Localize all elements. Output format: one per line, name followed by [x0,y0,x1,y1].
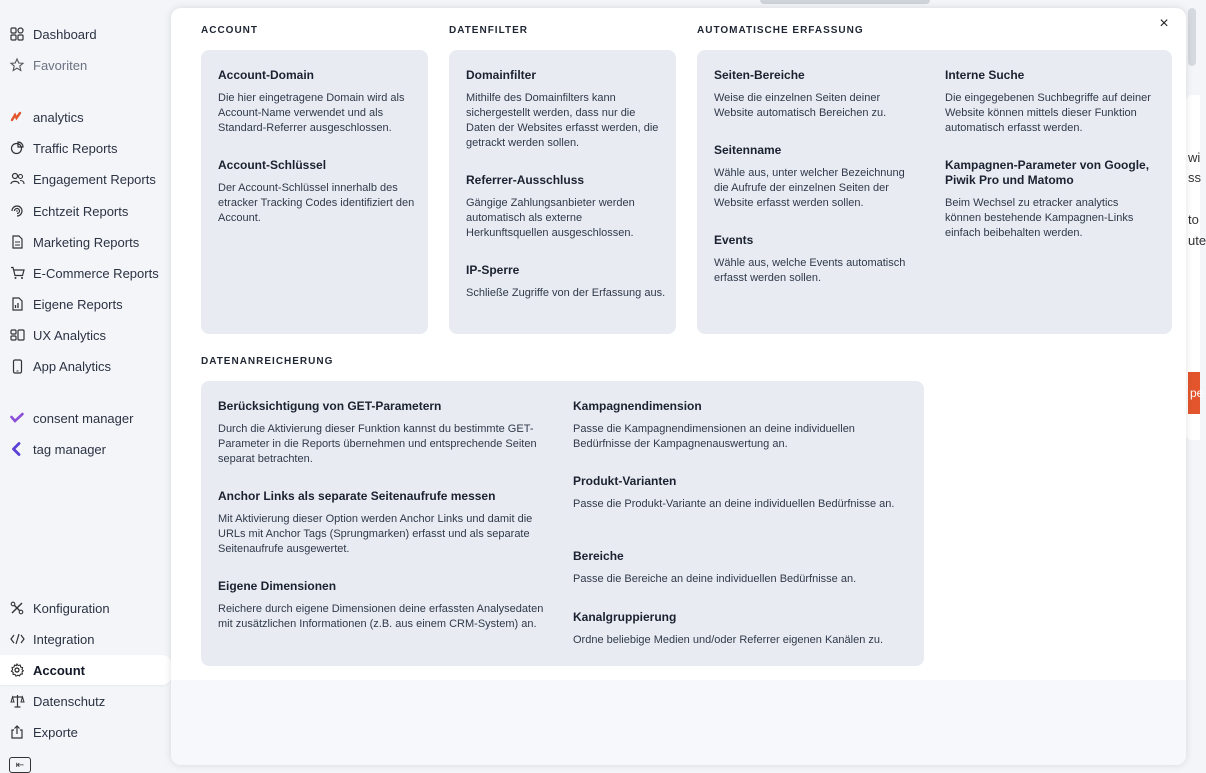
background-orange-button[interactable] [1188,372,1204,414]
item-title: Interne Suche [945,68,1025,82]
sidebar-item-label: Exporte [33,724,78,740]
item-title: Kanalgruppierung [573,610,677,624]
sidebar-item-datenschutz[interactable] [0,686,170,716]
sidebar-item-analytics[interactable] [0,102,170,132]
custom-report-icon [9,296,25,312]
item-title: Referrer-Ausschluss [466,173,585,187]
sidebar-item-favoriten[interactable] [0,50,170,80]
code-icon [9,631,25,647]
sidebar-item-ecommerce-reports[interactable] [0,258,170,288]
sidebar-item-label: Eigene Reports [33,296,123,312]
background-text-fragment: to [1188,212,1199,227]
item-kanalgruppierung [573,610,908,648]
modal-footer [171,680,1186,765]
background-text-fragment: wi [1188,150,1201,165]
sidebar-item-label: analytics [33,109,84,125]
background-text-fragment: ute [1188,233,1206,248]
sidebar [0,0,170,773]
background-topbar [760,0,930,4]
sidebar-item-label: Account [33,662,85,678]
pie-chart-icon [9,140,25,156]
item-description: Die hier eingetragene Domain wird als Account-Name verwendet und als Standard-Referrer ausgeschlossen. [218,92,405,134]
realtime-icon [9,203,25,219]
sidebar-item-ux-analytics[interactable] [0,320,170,350]
account-card [201,50,428,334]
item-title: Account-Schlüssel [218,158,327,172]
background-text-fragment: ss [1188,170,1201,185]
item-seiten-bereiche [714,68,919,121]
item-referrer-ausschluss [466,173,666,241]
sidebar-item-label: Traffic Reports [33,140,118,156]
sidebar-item-label: Konfiguration [33,600,110,616]
background-scrollbar[interactable] [1188,8,1196,66]
sidebar-item-engagement-reports[interactable] [0,164,170,194]
item-interne-suche [945,68,1157,136]
item-bereiche [573,549,908,587]
sidebar-item-konfiguration[interactable] [0,593,170,623]
item-events [714,233,919,286]
item-kampagnen-parameter [945,158,1157,241]
export-icon [9,724,25,740]
users-icon [9,171,25,187]
sidebar-item-label: tag manager [33,441,106,457]
datenanreicherung-card [201,381,924,666]
item-title: Seiten-Bereiche [714,68,805,82]
item-description: Wähle aus, unter welcher Bezeichnung die Aufrufe der einzelnen Seiten der Website erfasst werden sollen. [714,167,905,209]
item-description: Schließe Zugriffe von der Erfassung aus. [466,287,666,299]
item-description: Wähle aus, welche Events automatisch erfasst werden sollen. [714,257,906,284]
sidebar-item-app-analytics[interactable] [0,351,170,381]
sidebar-item-exporte[interactable] [0,717,170,747]
item-description: Beim Wechsel zu etracker analytics können bestehende Kampagnen-Links einfach beibehalten werden. [945,197,1134,239]
item-seitenname [714,143,919,211]
sidebar-item-label: E-Commerce Reports [33,265,159,281]
item-account-schluessel [218,158,418,226]
item-description: Die eingegebenen Suchbegriffe auf deiner Website können mittels dieser Funktion automatisch erfasst werden. [945,92,1151,134]
tag-logo-icon [9,441,25,457]
phone-icon [9,358,25,374]
info-modal [171,8,1186,765]
sidebar-item-label: Marketing Reports [33,234,140,250]
item-anchor-links [218,489,548,557]
section-title-automatische-erfassung: AUTOMATISCHE ERFASSUNG [697,25,864,36]
section-title-account: ACCOUNT [201,25,258,36]
item-description: Gängige Zahlungsanbieter werden automatisch als externe Herkunftsquellen ausgeschlossen. [466,197,635,239]
analytics-logo-icon [9,109,25,125]
item-description: Passe die Produkt-Variante an deine individuellen Bedürfnisse an. [573,498,895,510]
sidebar-item-dashboard[interactable] [0,19,170,49]
document-icon [9,234,25,250]
item-title: Bereiche [573,549,624,563]
section-title-datenanreicherung: DATENANREICHERUNG [201,356,334,367]
sidebar-item-label: App Analytics [33,358,112,374]
item-description: Ordne beliebige Medien und/oder Referrer eigenen Kanälen zu. [573,634,884,646]
sidebar-item-consent-manager[interactable] [0,403,170,433]
item-title: Events [714,233,754,247]
item-produkt-varianten [573,474,908,512]
close-button[interactable]: × [1159,15,1169,32]
sidebar-item-integration[interactable] [0,624,170,654]
sidebar-item-label: UX Analytics [33,327,106,343]
item-description: Weise die einzelnen Seiten deiner Website automatisch Bereichen zu. [714,92,887,119]
item-description: Mit Aktivierung dieser Option werden Anchor Links und damit die URLs mit Anchor Tags (Sprungmarken) erfasst und als separate Seitenaufrufe ausgewertet. [218,513,533,555]
sidebar-item-tag-manager[interactable] [0,434,170,464]
item-title: Kampagnen-Parameter von Google, Piwik Pro und Matomo [945,158,1150,187]
cart-icon [9,265,25,281]
item-title: Kampagnendimension [573,399,702,413]
sidebar-item-echtzeit-reports[interactable] [0,196,170,226]
section-title-datenfilter: DATENFILTER [449,25,528,36]
consent-logo-icon [9,410,25,426]
item-description: Durch die Aktivierung dieser Funktion kannst du bestimmte GET-Parameter in die Reports übernehmen und entsprechende Seiten separat betrachten. [218,423,537,465]
sidebar-item-account[interactable] [0,655,172,685]
item-title: Domainfilter [466,68,537,82]
item-title: Anchor Links als separate Seitenaufrufe messen [218,489,496,503]
item-kampagnendimension [573,399,908,452]
datenfilter-card [449,50,676,334]
ux-icon [9,327,25,343]
item-description: Passe die Kampagnendimensionen an deine individuellen Bedürfnisse der Kampagnenauswertung an. [573,423,855,450]
item-get-parameter [218,399,548,467]
automatische-erfassung-card [697,50,1172,334]
star-icon [9,57,25,73]
item-description: Reichere durch eigene Dimensionen deine erfassten Analysedaten mit zusätzlichen Informationen (z.B. aus einem CRM-System) an. [218,603,544,630]
item-description: Mithilfe des Domainfilters kann sichergestellt werden, dass nur die Daten der Websites erfasst werden, die getrackt werden sollen. [466,92,659,149]
sidebar-item-marketing-reports[interactable] [0,227,170,257]
item-account-domain [218,68,418,136]
item-ip-sperre [466,263,666,301]
sidebar-item-label: Engagement Reports [33,171,156,187]
item-title: IP-Sperre [466,263,520,277]
sidebar-item-label: Favoriten [33,57,88,73]
background-button-label: pe [1190,386,1204,400]
scale-icon [9,693,25,709]
dashboard-icon [9,26,25,42]
item-title: Seitenname [714,143,782,157]
item-title: Account-Domain [218,68,314,82]
item-description: Der Account-Schlüssel innerhalb des etracker Tracking Codes identifiziert den Account. [218,182,415,224]
sidebar-item-label: Integration [33,631,95,647]
collapse-sidebar-icon[interactable]: ⇤ [9,757,31,773]
item-title: Eigene Dimensionen [218,579,337,593]
item-title: Produkt-Varianten [573,474,677,488]
sidebar-item-traffic-reports[interactable] [0,133,170,163]
sidebar-item-label: Dashboard [33,26,97,42]
gear-icon [9,662,25,678]
sidebar-item-eigene-reports[interactable] [0,289,170,319]
item-title: Berücksichtigung von GET-Parametern [218,399,442,413]
sidebar-item-label: Echtzeit Reports [33,203,129,219]
tools-icon [9,600,25,616]
item-description: Passe die Bereiche an deine individuellen Bedürfnisse an. [573,573,857,585]
sidebar-item-label: consent manager [33,410,134,426]
item-eigene-dimensionen [218,579,548,632]
sidebar-item-label: Datenschutz [33,693,106,709]
item-domainfilter [466,68,666,151]
